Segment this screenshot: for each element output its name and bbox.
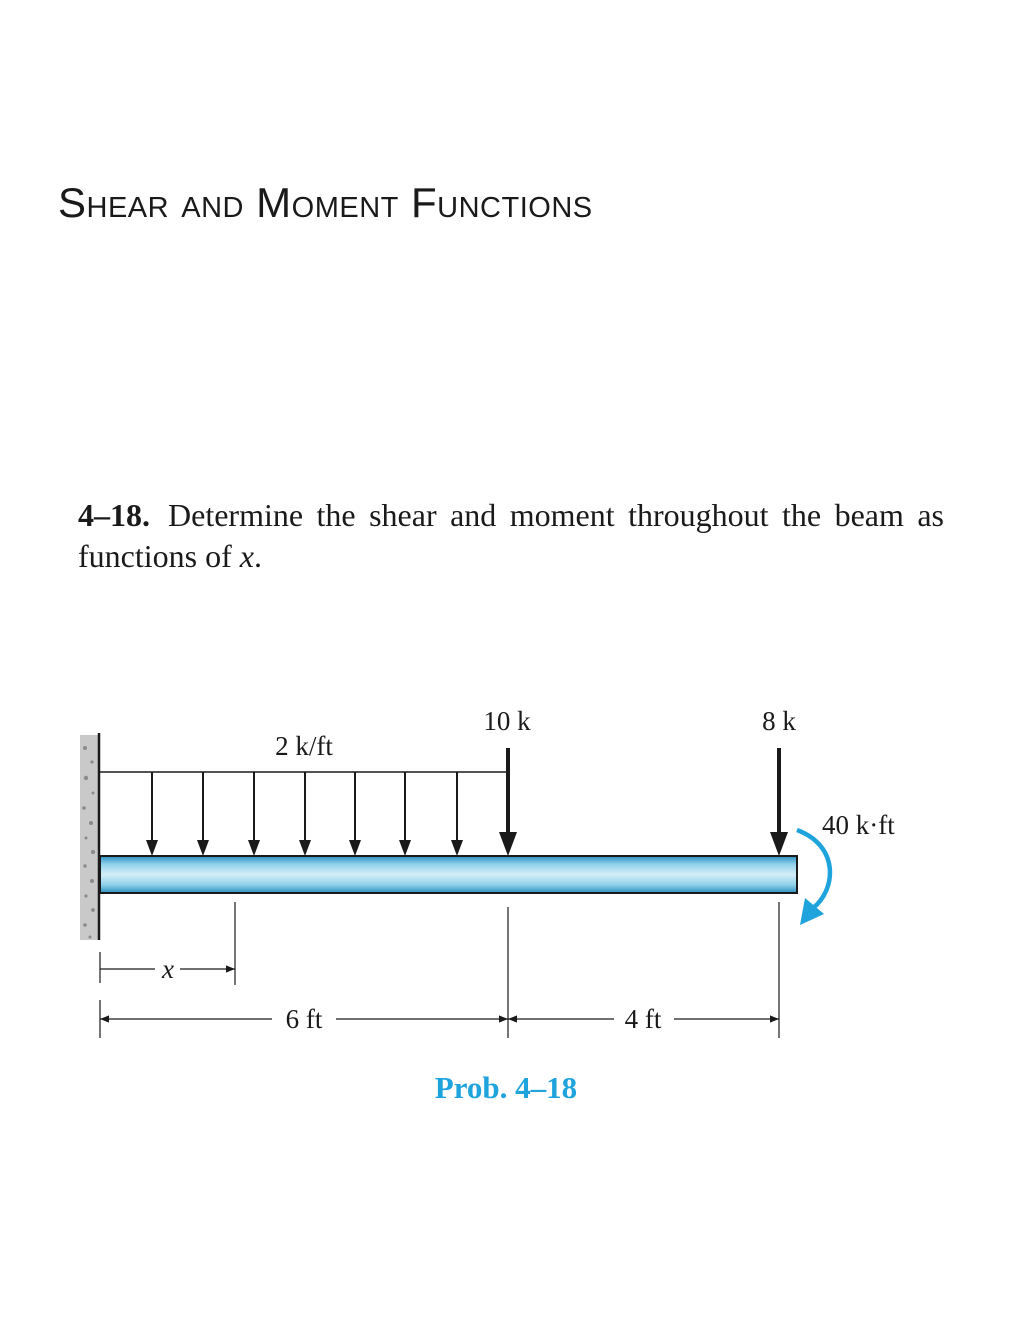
section-title: Shear and Moment Functions xyxy=(58,179,593,226)
span-1-label: 6 ft xyxy=(285,1004,323,1034)
udl-arrowhead xyxy=(451,840,463,856)
figure-caption: Prob. 4–18 xyxy=(434,1070,578,1105)
problem-variable: x xyxy=(239,538,254,574)
udl-arrowhead xyxy=(399,840,411,856)
couple-moment xyxy=(797,830,830,925)
point-load-8k xyxy=(770,748,788,856)
udl-arrowhead xyxy=(349,840,361,856)
point-load-1-arrowhead xyxy=(499,832,517,856)
udl-arrowhead xyxy=(197,840,209,856)
point-load-2-arrowhead xyxy=(770,832,788,856)
problem-number: 4–18. xyxy=(78,497,150,533)
problem-text: Determine the shear and moment throughout the beam as functions of xyxy=(78,497,944,574)
x-dimension-label: x xyxy=(162,954,174,984)
fixed-support xyxy=(80,733,99,940)
udl-arrowhead xyxy=(248,840,260,856)
moment-arc xyxy=(797,830,830,908)
span-2-label: 4 ft xyxy=(624,1004,662,1034)
problem-text-end: . xyxy=(253,538,262,574)
udl-arrowhead xyxy=(146,840,158,856)
beam xyxy=(100,856,797,893)
span-dimensions xyxy=(100,902,779,1038)
x-dimension xyxy=(100,902,235,985)
point-load-10k xyxy=(499,748,517,856)
point-load-1-label: 10 k xyxy=(483,706,531,736)
moment-label: 40 k·ft xyxy=(822,810,895,840)
distributed-load-label: 2 k/ft xyxy=(275,731,333,761)
udl-arrowhead xyxy=(299,840,311,856)
udl-arrows xyxy=(146,772,463,856)
wall-hatch xyxy=(80,735,98,940)
distributed-load xyxy=(99,772,508,856)
point-load-2-label: 8 k xyxy=(762,706,796,736)
